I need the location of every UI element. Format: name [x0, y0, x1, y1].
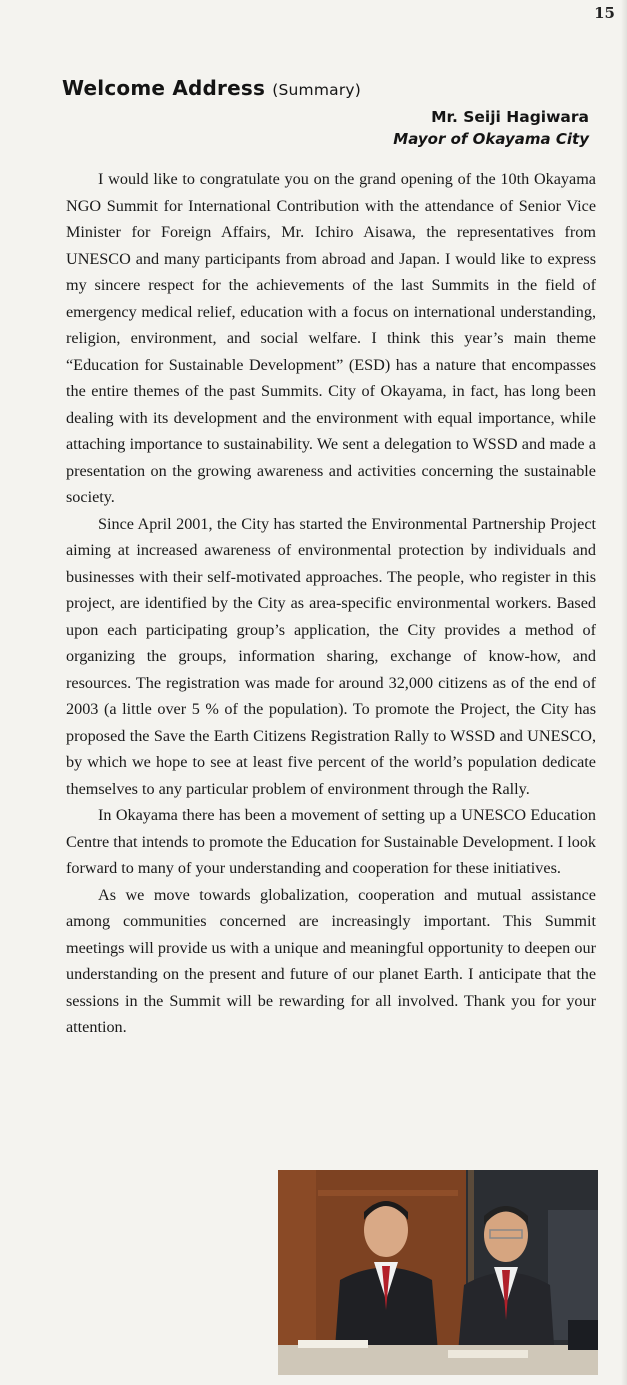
page-title — [62, 76, 361, 100]
paragraph: Since April 2001, the City has started the Environmental Partnership Project aiming at increased awareness of environmental protection by individuals and businesses with their self-motivated approaches. The people, who register in this project, are identified by the City as area-specific environmental workers. Based upon each participating group’s application, the City provides a method of organizing the groups, information sharing, exchange of know-how, and resources. The registration was made for around 32,000 citizens as of the end of 2003 (a little over 5 % of the population). To promote the Project, the City has proposed the Save the Earth Citizens Registration Rally to WSSD and UNESCO, by which we hope to see at least five percent of the world’s population dedicate themselves to any particular problem of environment through the Rally. — [66, 514, 596, 798]
author-role: Mayor of Okayama City — [393, 130, 589, 148]
photo-two-men-in-suits-at-table-icon — [278, 1170, 598, 1375]
page-number: 15 — [594, 4, 615, 22]
page-edge-shadow — [621, 0, 627, 1385]
title-text: Welcome Address — [62, 76, 266, 100]
photo — [278, 1170, 598, 1375]
title-subtitle: (Summary) — [272, 81, 362, 99]
paragraph: I would like to congratulate you on the grand opening of the 10th Okayama NGO Summit for International Contribution with the attendance of Senior Vice Minister for Foreign Affairs, Mr. Ichiro Aisawa, the representatives from UNESCO and many participants from abroad and Japan. I would like to express my sincere respect for the achievements of the last Summits in the field of emergency medical relief, education with a focus on international understanding, religion, environment, and social welfare. I think this year’s main theme “Education for Sustainable Development” (ESD) has a nature that encompasses the entire themes of the past Summits. City of Okayama, in fact, has long been dealing with its development and the environment with equal importance, while attaching importance to sustainability. We sent a delegation to WSSD and made a presentation on the growing awareness and activities concerning the sustainable society. — [66, 170, 596, 506]
author-name: Mr. Seiji Hagiwara — [431, 108, 589, 126]
article-body — [66, 166, 596, 1041]
paragraph: As we move towards globalization, cooperation and mutual assistance among communities concerned are increasingly important. This Summit meetings will provide us with a unique and meaningful opportunity to deepen our understanding on the present and future of our planet Earth. I anticipate that the sessions in the Summit will be rewarding for all involved. Thank you for your attention. — [66, 885, 596, 1036]
paragraph: In Okayama there has been a movement of setting up a UNESCO Education Centre that intends to promote the Education for Sustainable Development. I look forward to many of your understanding and cooperation for these initiatives. — [66, 806, 596, 877]
